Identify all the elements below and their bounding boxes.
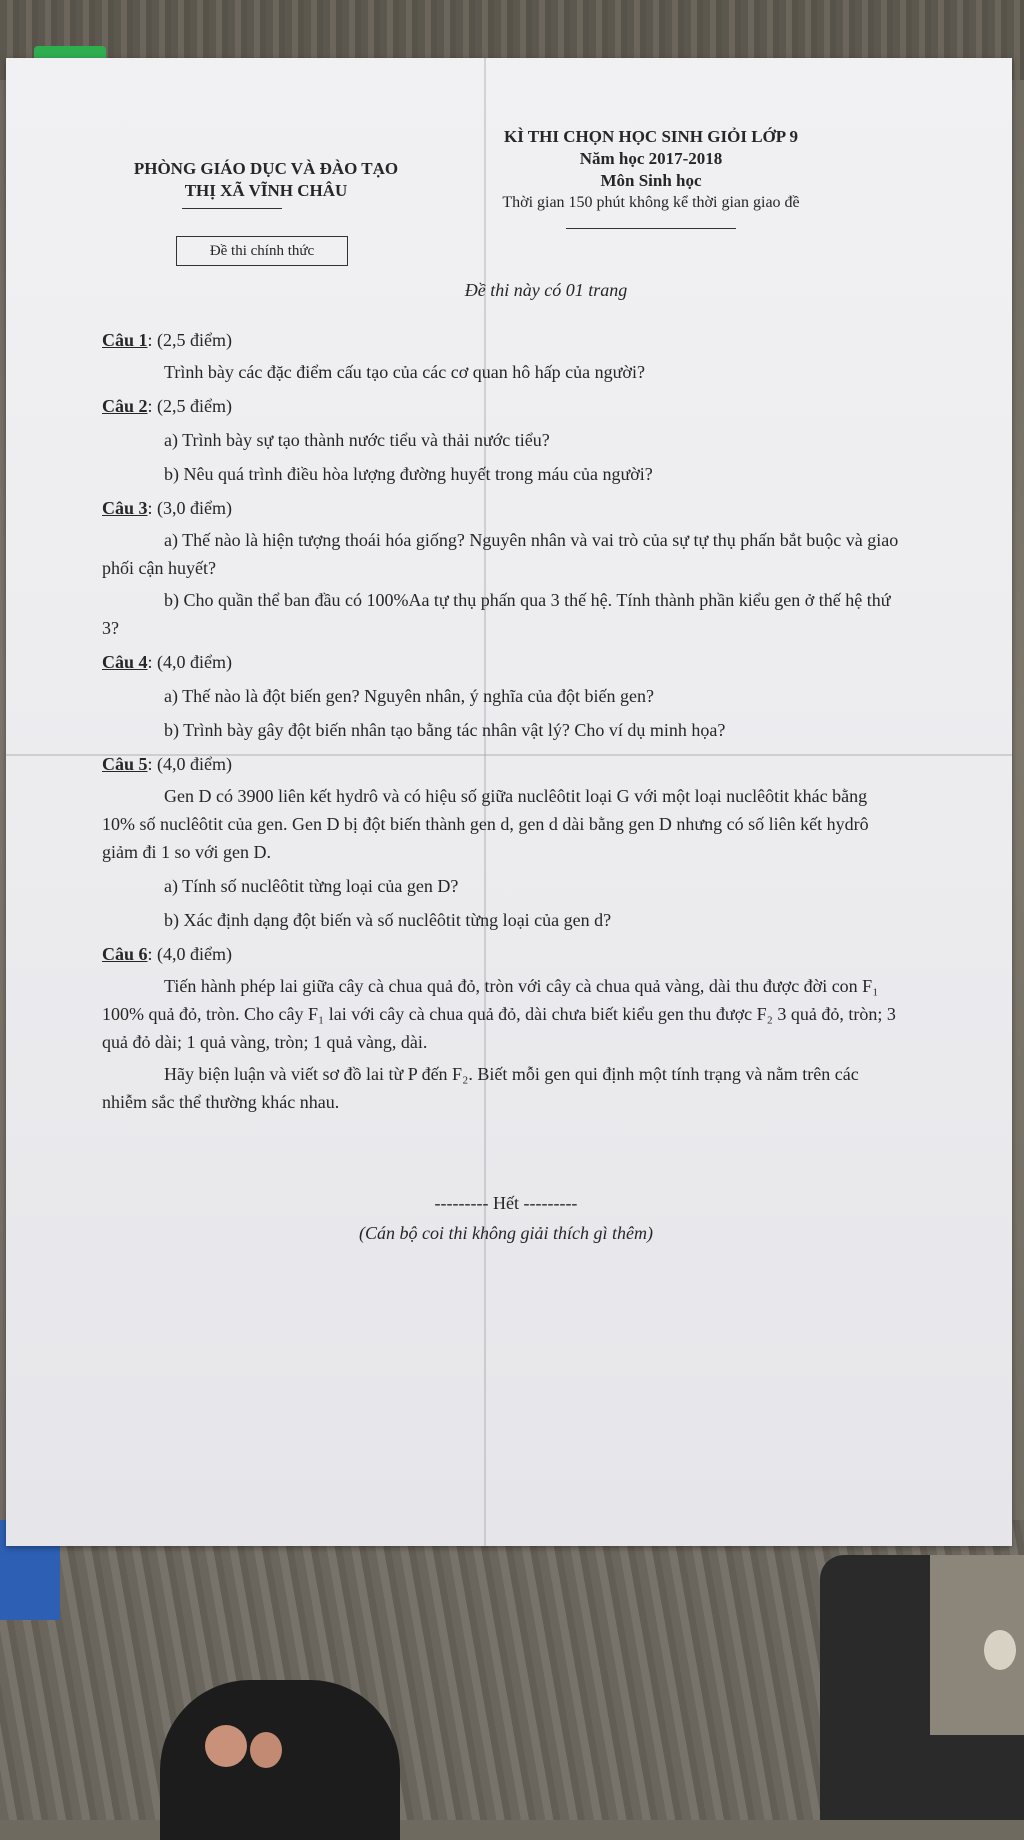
bag-button — [984, 1630, 1016, 1670]
question-label: Câu 3 — [102, 498, 148, 518]
exam-title: KÌ THI CHỌN HỌC SINH GIỎI LỚP 9 — [504, 127, 798, 146]
question-5-heading — [102, 750, 902, 778]
time-limit: Thời gian 150 phút không kể thời gian giao đề — [502, 194, 800, 211]
header-underline-left — [182, 208, 282, 209]
question-2a: a) Trình bày sự tạo thành nước tiểu và thải nước tiểu? — [164, 430, 550, 450]
end-section — [266, 1188, 746, 1248]
questions-body — [102, 320, 902, 1120]
question-6-heading — [102, 940, 902, 968]
toe-shape — [205, 1725, 247, 1767]
question-3-heading — [102, 494, 902, 522]
end-mark: --------- Hết --------- — [434, 1193, 578, 1213]
question-5b: b) Xác định dạng đột biến và số nuclêôtit từng loại của gen d? — [164, 910, 612, 930]
question-6-text-2: Hãy biện luận và viết sơ đồ lai từ P đến F₂. Biết mỗi gen qui định một tính trạng và nằm trên các nhiễm sắc thể thường khác nhau. — [102, 1064, 859, 1112]
question-points: : (3,0 điểm) — [147, 498, 232, 518]
department-name: PHÒNG GIÁO DỤC VÀ ĐÀO TẠO — [133, 159, 399, 178]
school-year: Năm học 2017-2018 — [579, 149, 723, 168]
header-left — [96, 158, 436, 202]
question-label: Câu 1 — [102, 330, 148, 350]
question-4b: b) Trình bày gây đột biến nhân tạo bằng tác nhân vật lý? Cho ví dụ minh họa? — [164, 720, 726, 740]
exam-paper — [6, 58, 1012, 1546]
toe-shape-2 — [250, 1732, 282, 1768]
question-3b: b) Cho quần thể ban đầu có 100%Aa tự thụ phấn qua 3 thế hệ. Tính thành phần kiểu gen ở thế hệ thứ 3? — [102, 590, 891, 638]
question-label: Câu 6 — [102, 944, 148, 964]
question-2-heading — [102, 392, 902, 420]
subject: Môn Sinh học — [600, 171, 702, 190]
sandal-foot — [160, 1680, 400, 1840]
question-4a: a) Thế nào là đột biến gen? Nguyên nhân, ý nghĩa của đột biến gen? — [164, 686, 655, 706]
question-label: Câu 2 — [102, 396, 148, 416]
question-1-heading — [102, 326, 902, 354]
header-right — [416, 126, 886, 214]
question-points: : (4,0 điểm) — [147, 944, 232, 964]
question-2b: b) Nêu quá trình điều hòa lượng đường huyết trong máu của người? — [164, 464, 653, 484]
question-label: Câu 4 — [102, 652, 148, 672]
question-5a: a) Tính số nuclêôtit từng loại của gen D? — [164, 876, 459, 896]
question-label: Câu 5 — [102, 754, 148, 774]
question-4-heading — [102, 648, 902, 676]
question-points: : (4,0 điểm) — [147, 652, 232, 672]
question-points: : (2,5 điểm) — [147, 330, 232, 350]
district-name: THỊ XÃ VĨNH CHÂU — [184, 181, 348, 200]
question-points: : (4,0 điểm) — [147, 754, 232, 774]
header-underline-right — [566, 228, 736, 229]
question-1-text: Trình bày các đặc điểm cấu tạo của các cơ quan hô hấp của người? — [164, 362, 645, 382]
page-count-note: Đề thi này có 01 trang — [464, 280, 628, 300]
proctor-note: (Cán bộ coi thi không giải thích gì thêm) — [359, 1223, 653, 1243]
official-exam-label: Đề thi chính thức — [176, 236, 348, 266]
question-5-text: Gen D có 3900 liên kết hydrô và có hiệu số giữa nuclêôtit loại G với một loại nuclêôtit khác bằng 10% số nuclêôtit của gen. Gen D bị đột biến thành gen d, gen d dài bằng gen D nhưng có số liên kết hydrô giảm đi 1 so với gen D. — [102, 786, 869, 862]
question-6-text: Tiến hành phép lai giữa cây cà chua quả đỏ, tròn với cây cà chua quả vàng, dài thu được đời con F₁ 100% quả đỏ, tròn. Cho cây F₁ lai với cây cà chua quả đỏ, dài chưa biết kiểu gen thu được F₂ 3 quả đỏ, tròn; 3 quả đỏ dài; 1 quả vàng, tròn; 1 quả vàng, dài. — [102, 976, 896, 1052]
question-3a: a) Thế nào là hiện tượng thoái hóa giống? Nguyên nhân và vai trò của sự tự thụ phấn bắt buộc và giao phối cận huyết? — [102, 530, 899, 578]
question-points: : (2,5 điểm) — [147, 396, 232, 416]
